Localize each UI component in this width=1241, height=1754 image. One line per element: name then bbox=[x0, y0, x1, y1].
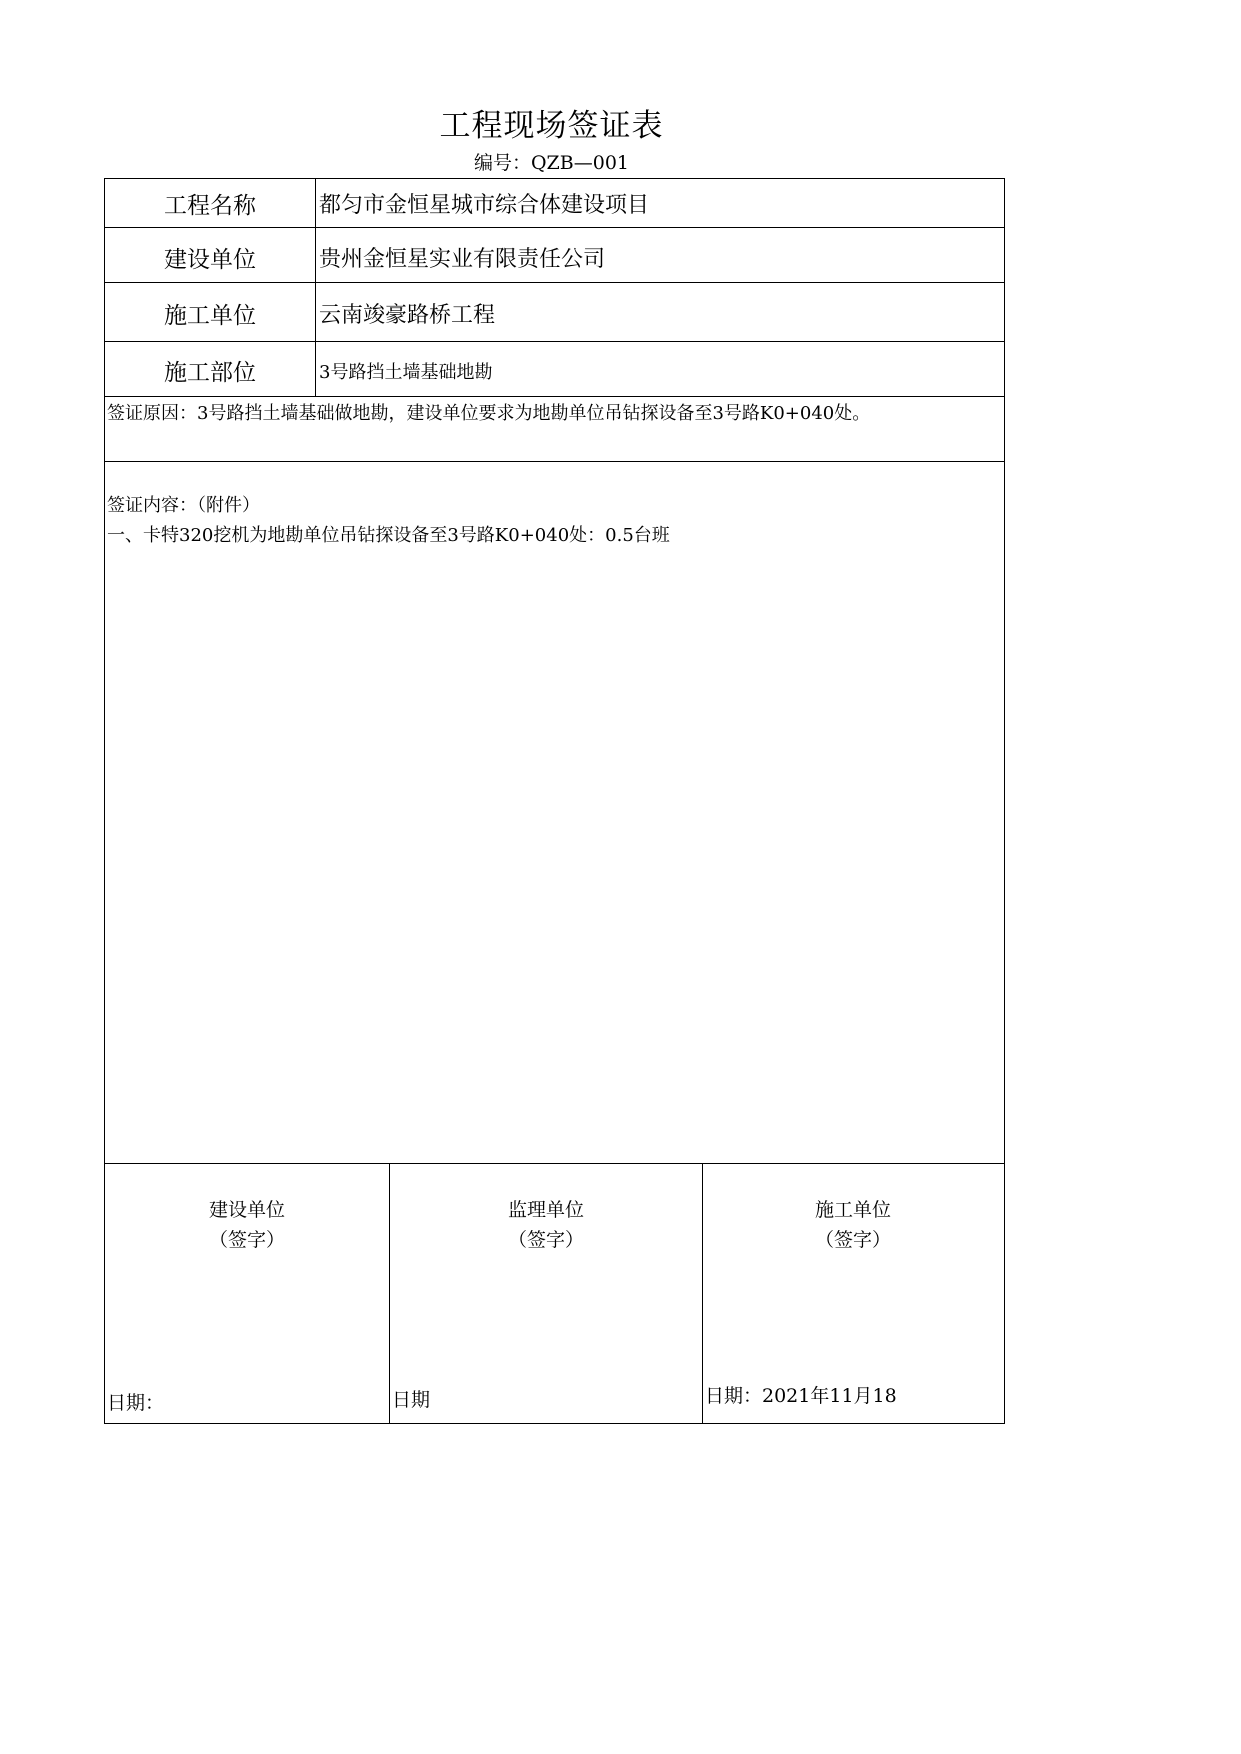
row-divider bbox=[105, 227, 1004, 228]
contractor-signature-block bbox=[703, 1165, 1003, 1423]
signature-date: 日期 bbox=[392, 1389, 431, 1411]
contractor-unit-value: 云南竣豪路桥工程 bbox=[319, 303, 496, 328]
certificate-content-item: 一、卡特320挖机为地勘单位吊钻探设备至3号路K0+040处：0.5台班 bbox=[107, 525, 670, 546]
signature-unit: 建设单位 bbox=[208, 1199, 285, 1221]
certificate-reason: 签证原因：3号路挡土墙基础做地勘，建设单位要求为地勘单位吊钻探设备至3号路K0+040处。 bbox=[107, 403, 871, 424]
signature-note: （签字） bbox=[208, 1229, 285, 1251]
row-divider bbox=[105, 396, 1004, 397]
work-location-label: 施工部位 bbox=[164, 360, 256, 386]
signature-date: 日期：2021年11月18 bbox=[705, 1385, 897, 1407]
supervisor-signature-block bbox=[390, 1165, 702, 1423]
serial-number: 编号：QZB—001 bbox=[473, 152, 629, 174]
signature-note: （签字） bbox=[814, 1229, 891, 1251]
project-name-value: 都匀市金恒星城市综合体建设项目 bbox=[319, 193, 650, 218]
owner-unit-label: 建设单位 bbox=[164, 247, 256, 273]
contractor-unit-label: 施工单位 bbox=[164, 303, 256, 329]
owner-unit-value: 贵州金恒星实业有限责任公司 bbox=[319, 247, 606, 272]
row-divider bbox=[105, 341, 1004, 342]
work-location-value: 3号路挡土墙基础地勘 bbox=[319, 362, 493, 383]
row-divider bbox=[105, 461, 1004, 462]
signature-unit: 监理单位 bbox=[507, 1199, 584, 1221]
certificate-content-heading: 签证内容：（附件） bbox=[107, 495, 260, 516]
form-title: 工程现场签证表 bbox=[439, 108, 664, 144]
signature-unit: 施工单位 bbox=[814, 1199, 891, 1221]
certificate-table bbox=[104, 178, 1005, 1424]
row-divider bbox=[105, 282, 1004, 283]
signature-date: 日期： bbox=[107, 1392, 165, 1414]
owner-signature-block bbox=[105, 1165, 389, 1423]
row-divider bbox=[105, 1163, 1004, 1164]
column-divider bbox=[315, 179, 316, 396]
project-name-label: 工程名称 bbox=[164, 193, 256, 219]
signature-note: （签字） bbox=[507, 1229, 584, 1251]
